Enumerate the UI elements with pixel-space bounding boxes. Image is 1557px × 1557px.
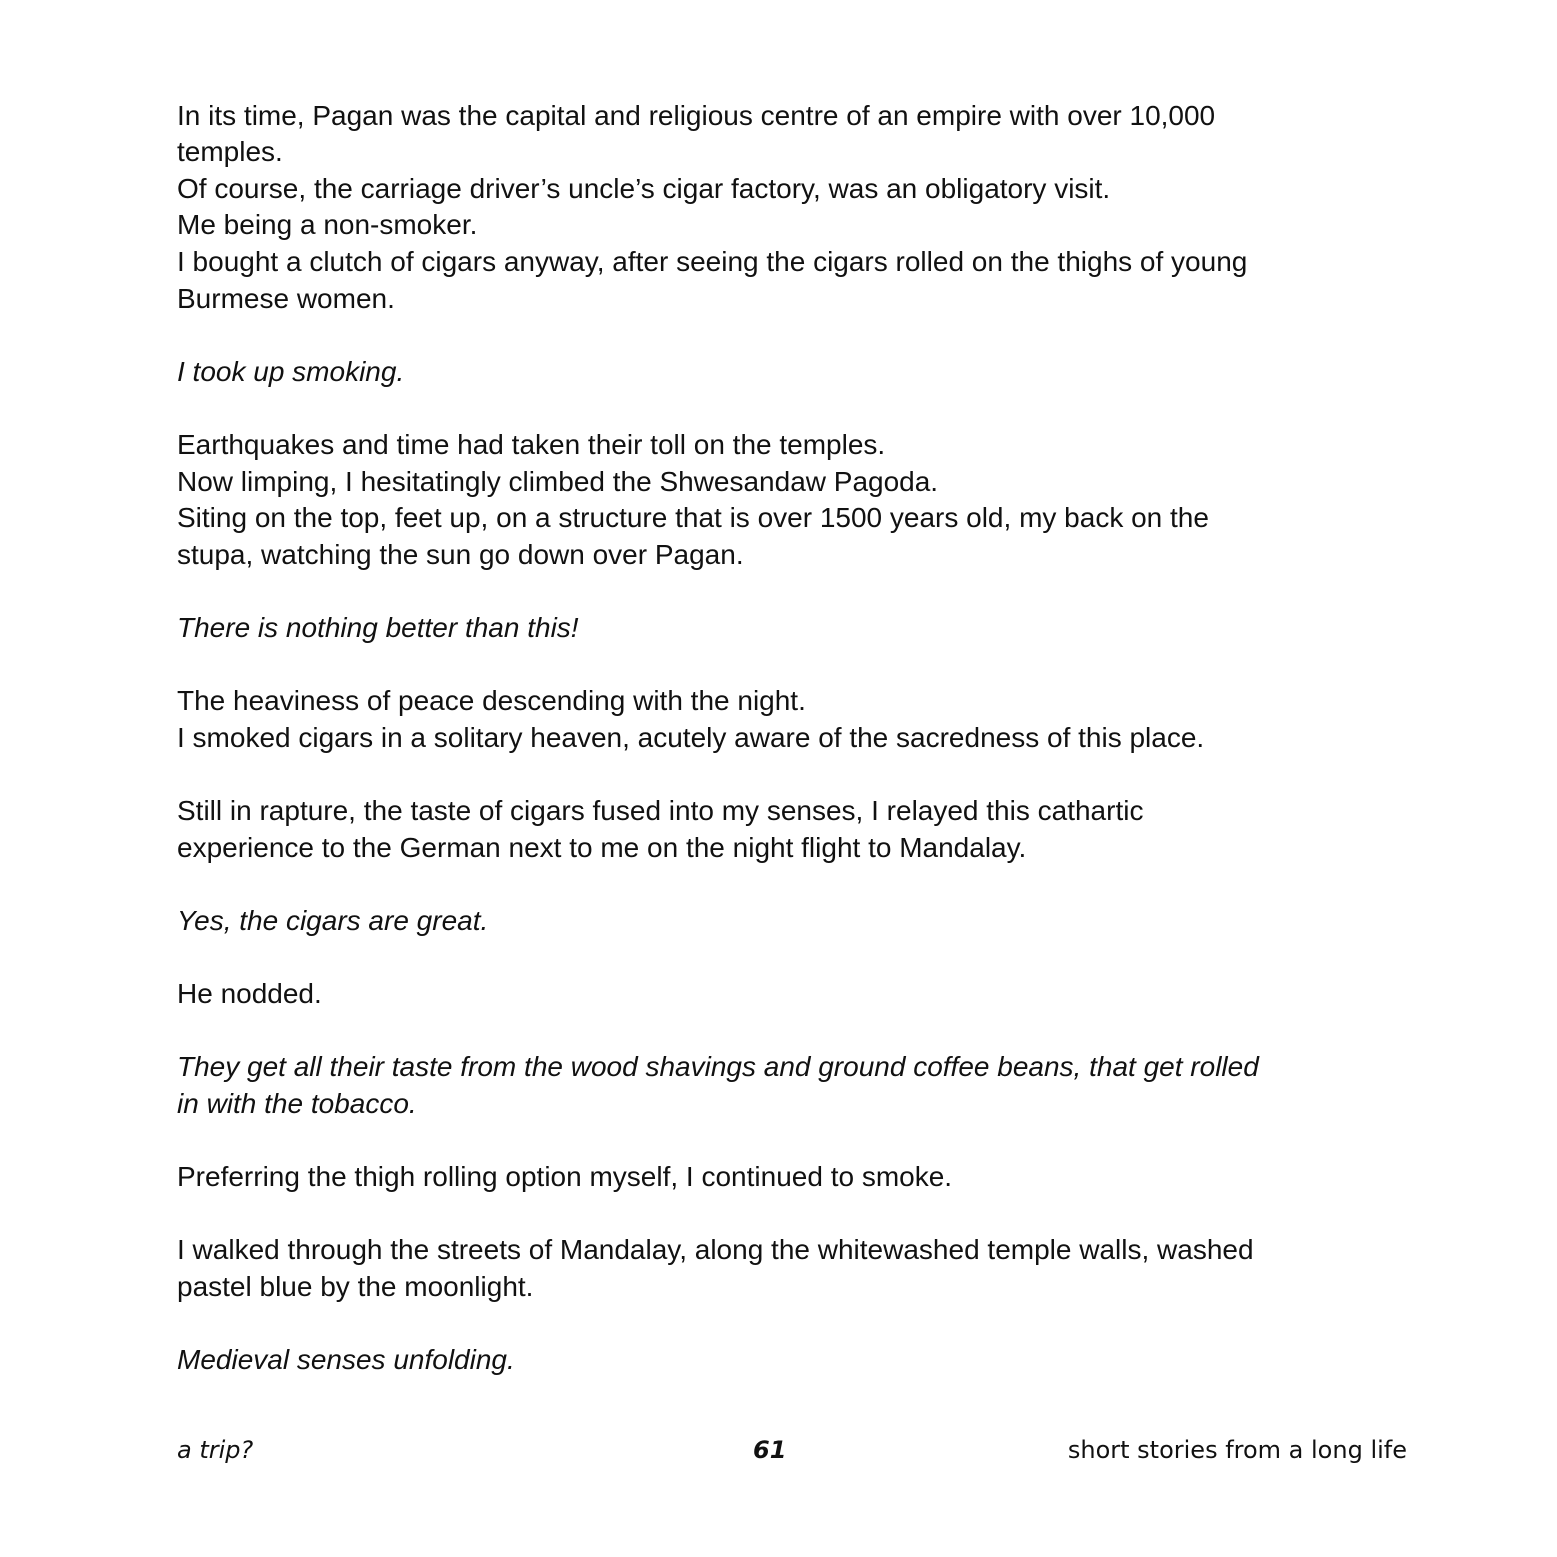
text-line: stupa, watching the sun go down over Pagan. xyxy=(177,539,744,570)
text-line: I walked through the streets of Mandalay, along the whitewashed temple walls, washed xyxy=(177,1234,1254,1265)
text-line: experience to the German next to me on the night flight to Mandalay. xyxy=(177,832,1027,863)
footer-chapter-title: a trip? xyxy=(177,1436,254,1464)
text-line: The heaviness of peace descending with the night. xyxy=(177,685,806,716)
text-line: temples. xyxy=(177,136,283,167)
text-line: Preferring the thigh rolling option myself, I continued to smoke. xyxy=(177,1161,953,1192)
text-line: I smoked cigars in a solitary heaven, acutely aware of the sacredness of this place. xyxy=(177,722,1205,753)
text-line: Siting on the top, feet up, on a structure that is over 1500 years old, my back on the xyxy=(177,502,1209,533)
italic-text-line: Yes, the cigars are great. xyxy=(177,905,489,936)
text-line: Earthquakes and time had taken their toll on the temples. xyxy=(177,429,886,460)
italic-text-line: I took up smoking. xyxy=(177,356,405,387)
text-line: Of course, the carriage driver’s uncle’s cigar factory, was an obligatory visit. xyxy=(177,173,1111,204)
text-line: He nodded. xyxy=(177,978,322,1009)
italic-text-line: in with the tobacco. xyxy=(177,1088,417,1119)
text-line: In its time, Pagan was the capital and religious centre of an empire with over 10,000 xyxy=(177,100,1216,131)
text-line: Still in rapture, the taste of cigars fused into my senses, I relayed this cathartic xyxy=(177,795,1144,826)
text-line: Me being a non-smoker. xyxy=(177,209,478,240)
text-line: Burmese women. xyxy=(177,283,395,314)
italic-text-line: They get all their taste from the wood shavings and ground coffee beans, that get rolled xyxy=(177,1051,1259,1082)
text-line: Now limping, I hesitatingly climbed the Shwesandaw Pagoda. xyxy=(177,466,939,497)
footer-book-title: short stories from a long life xyxy=(1067,1436,1407,1464)
text-line: I bought a clutch of cigars anyway, after seeing the cigars rolled on the thighs of young xyxy=(177,246,1248,277)
italic-text-line: There is nothing better than this! xyxy=(177,612,579,643)
text-line: pastel blue by the moonlight. xyxy=(177,1271,534,1302)
italic-text-line: Medieval senses unfolding. xyxy=(177,1344,515,1375)
page-number: 61 xyxy=(753,1436,787,1464)
